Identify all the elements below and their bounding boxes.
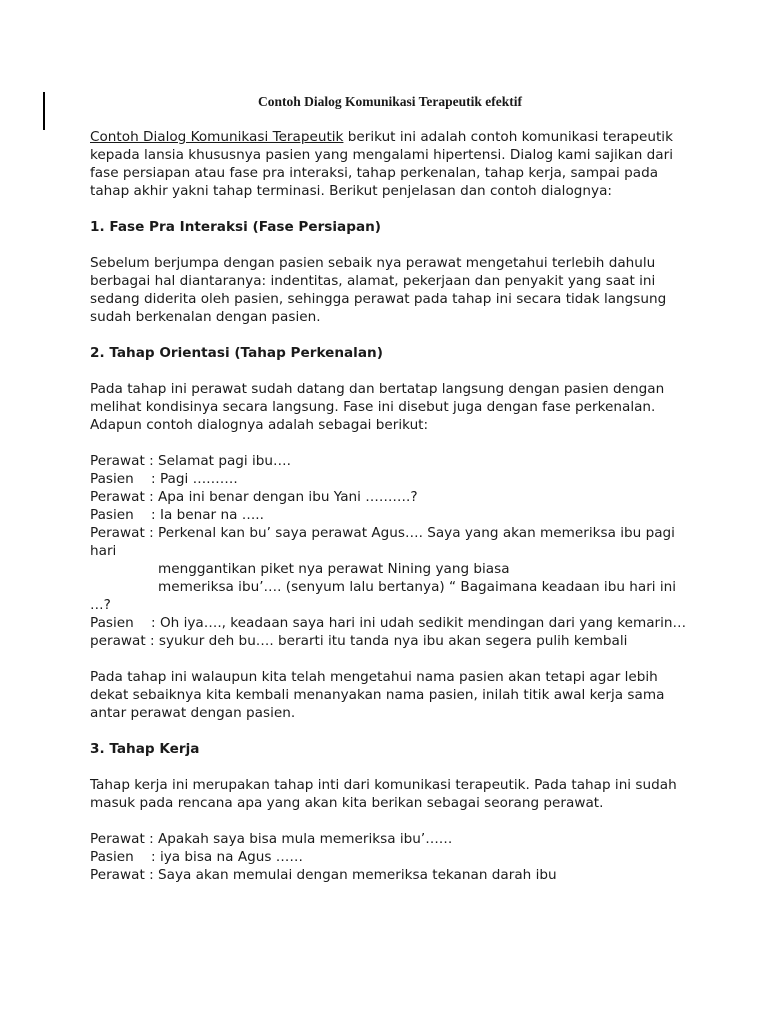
- dialog-line-indented: menggantikan piket nya perawat Nining yang biasa: [158, 561, 510, 577]
- dialog-line: Perawat : Apa ini benar dengan ibu Yani ……….?: [90, 489, 418, 505]
- dialog-line: Perawat : Saya akan memulai dengan memeriksa tekanan darah ibu: [90, 867, 557, 883]
- section2-heading: 2. Tahap Orientasi (Tahap Perkenalan): [90, 345, 383, 361]
- section3-paragraph: Tahap kerja ini merupakan tahap inti dari komunikasi terapeutik. Pada tahap ini sudah masuk pada rencana apa yang akan kita berikan sebagai seorang perawat.: [90, 777, 677, 811]
- section3-heading: 3. Tahap Kerja: [90, 741, 200, 757]
- dialog-line: perawat : syukur deh bu…. berarti itu tanda nya ibu akan segera pulih kembali: [90, 633, 628, 649]
- document-title: Contoh Dialog Komunikasi Terapeutik efektif: [257, 94, 523, 109]
- document-page: [90, 93, 690, 884]
- section1-heading: 1. Fase Pra Interaksi (Fase Persiapan): [90, 219, 382, 235]
- dialog-line-indented: memeriksa ibu’…. (senyum lalu bertanya) “ Bagaimana keadaan ibu hari ini: [158, 579, 677, 595]
- dialog-line: Pasien : Pagi ……….: [90, 471, 238, 487]
- section2-dialog: [90, 452, 690, 650]
- intro-text: kepada lansia khususnya pasien yang mengalami hipertensi. Dialog kami sajikan dari fase persiapan atau fase pra interaksi, tahap perkenalan, tahap kerja, sampai pada tahap akhir yakni tahap terminasi. Berikut penjelasan dan contoh dialognya:: [90, 147, 673, 199]
- section2-after-paragraph: Pada tahap ini walaupun kita telah mengetahui nama pasien akan tetapi agar lebih dekat sebaiknya kita kembali menanyakan nama pasien, inilah titik awal kerja sama antar perawat dengan pasien.: [90, 669, 665, 721]
- section1-paragraph: Sebelum berjumpa dengan pasien sebaik nya perawat mengetahui terlebih dahulu berbagai hal diantaranya: indentitas, alamat, pekerjaan dan penyakit yang saat ini sedang diderita oleh pasien, sehingga perawat pada tahap ini secara tidak langsung sudah berkenalan dengan pasien.: [90, 255, 667, 325]
- dialog-line: hari: [90, 543, 117, 559]
- section2-paragraph: Pada tahap ini perawat sudah datang dan bertatap langsung dengan pasien dengan melihat kondisinya secara langsung. Fase ini disebut juga dengan fase perkenalan. Adapun contoh dialognya adalah sebagai berikut:: [90, 381, 665, 433]
- dialog-line: Pasien : Ia benar na …..: [90, 507, 264, 523]
- dialog-line: Pasien : Oh iya…., keadaan saya hari ini udah sedikit mendingan dari yang kemarin…: [90, 615, 687, 631]
- dialog-line: Perawat : Apakah saya bisa mula memeriksa ibu’……: [90, 831, 453, 847]
- dialog-line: Perawat : Selamat pagi ibu….: [90, 453, 291, 469]
- text-cursor: [43, 92, 45, 130]
- dialog-line: …?: [90, 597, 111, 613]
- dialog-line: Perawat : Perkenal kan bu’ saya perawat Agus…. Saya yang akan memeriksa ibu pagi: [90, 525, 675, 541]
- intro-link[interactable]: Contoh Dialog Komunikasi Terapeutik: [90, 129, 344, 145]
- intro-text-line1: berikut ini adalah contoh komunikasi terapeutik: [343, 129, 673, 145]
- intro-paragraph: [90, 128, 690, 200]
- section3-dialog: [90, 830, 690, 884]
- dialog-line: Pasien : iya bisa na Agus ……: [90, 849, 303, 865]
